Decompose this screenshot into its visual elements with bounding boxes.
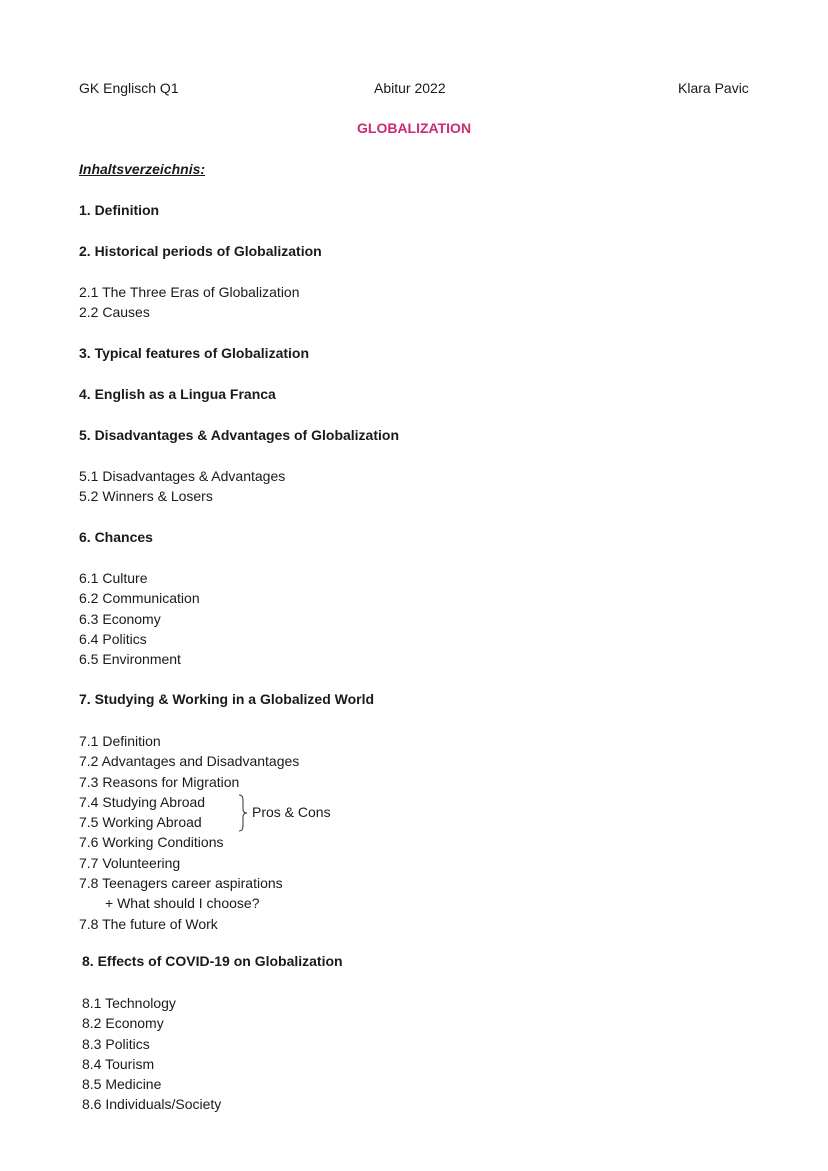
list-item: 7.8 Teenagers career aspirations — [79, 875, 283, 892]
list-item: 6.5 Environment — [79, 651, 181, 668]
list-item: 6.4 Politics — [79, 630, 147, 647]
section-8-list — [82, 993, 221, 1115]
list-item: 8.1 Technology — [82, 995, 176, 1011]
list-item: 7.6 Working Conditions — [79, 834, 224, 851]
section-7-heading: 7. Studying & Working in a Globalized World — [79, 691, 375, 707]
list-item: 6.3 Economy — [79, 610, 161, 627]
list-item: 7.2 Advantages and Disadvantages — [79, 753, 300, 770]
page-title: GLOBALIZATION — [357, 120, 472, 136]
list-item: 7.5 Working Abroad — [79, 814, 202, 831]
list-item: 7.8 The future of Work — [79, 915, 218, 932]
curly-brace-icon — [238, 794, 248, 832]
list-item: 2.1 The Three Eras of Globalization — [79, 284, 300, 300]
header-exam: Abitur 2022 — [374, 80, 446, 96]
list-item: 8.6 Individuals/Society — [82, 1096, 222, 1113]
section-6-heading: 6. Chances — [79, 529, 153, 545]
section-8-heading: 8. Effects of COVID-19 on Globalization — [82, 953, 343, 969]
list-item: 5.2 Winners & Losers — [79, 488, 213, 505]
toc-heading: Inhaltsverzeichnis: — [79, 161, 206, 177]
section-3-heading: 3. Typical features of Globalization — [79, 345, 310, 361]
section-7-list — [79, 731, 299, 934]
section-5-list — [79, 466, 285, 507]
section-1-heading: 1. Definition — [79, 202, 160, 218]
list-item: 8.3 Politics — [82, 1035, 150, 1052]
header-course: GK Englisch Q1 — [79, 80, 179, 96]
list-item: 7.4 Studying Abroad — [79, 793, 206, 810]
list-item: 2.2 Causes — [79, 304, 150, 321]
list-item: 8.2 Economy — [82, 1015, 164, 1032]
list-item-indented: + What should I choose? — [105, 895, 260, 912]
list-item: 7.3 Reasons for Migration — [79, 773, 240, 790]
list-item: 8.5 Medicine — [82, 1076, 162, 1093]
list-item: 6.2 Communication — [79, 590, 200, 607]
section-2-heading: 2. Historical periods of Globalization — [79, 243, 322, 259]
list-item: 7.7 Volunteering — [79, 854, 181, 871]
section-2-list — [79, 282, 300, 323]
list-item: 5.1 Disadvantages & Advantages — [79, 468, 286, 484]
list-item: 6.1 Culture — [79, 570, 148, 586]
header-author: Klara Pavic — [678, 80, 749, 96]
section-4-heading: 4. English as a Lingua Franca — [79, 386, 276, 402]
list-item: 7.1 Definition — [79, 733, 161, 749]
pros-cons-note: Pros & Cons — [252, 804, 331, 820]
list-item: 8.4 Tourism — [82, 1055, 155, 1072]
section-6-list — [79, 568, 200, 669]
section-5-heading: 5. Disadvantages & Advantages of Globalization — [79, 427, 399, 443]
